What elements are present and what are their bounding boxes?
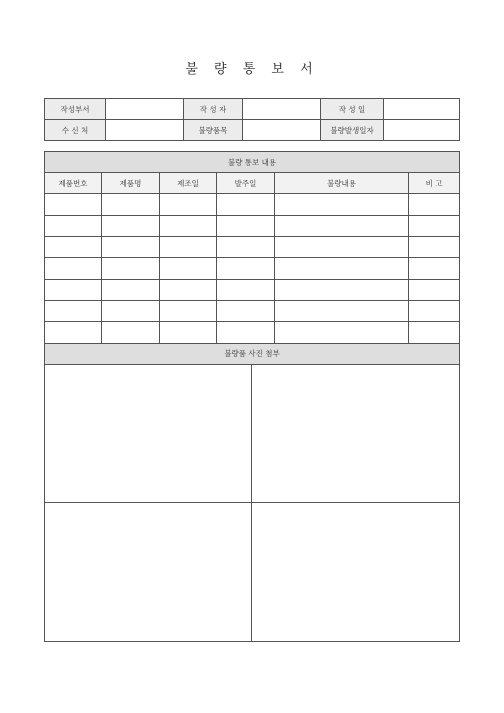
table-cell[interactable] (409, 194, 460, 215)
recipient-field[interactable] (106, 120, 184, 141)
table-cell[interactable] (275, 322, 409, 343)
col-header-product-name: 제품명 (102, 173, 160, 194)
notice-table (44, 151, 460, 642)
table-cell[interactable] (409, 236, 460, 257)
defect-item-label: 불량품목 (184, 120, 243, 141)
table-cell[interactable] (45, 236, 102, 257)
author-dept-field[interactable] (106, 99, 184, 120)
table-cell[interactable] (160, 215, 217, 236)
table-cell[interactable] (217, 258, 275, 279)
table-cell[interactable] (217, 236, 275, 257)
table-cell[interactable] (409, 322, 460, 343)
table-cell[interactable] (160, 301, 217, 322)
table-row (45, 194, 460, 215)
table-row (45, 215, 460, 236)
defect-date-field[interactable] (384, 120, 460, 141)
table-cell[interactable] (217, 279, 275, 300)
table-cell[interactable] (275, 258, 409, 279)
author-dept-label: 작성부서 (45, 99, 106, 120)
table-cell[interactable] (102, 215, 160, 236)
table-cell[interactable] (409, 215, 460, 236)
table-row (45, 236, 460, 257)
photo-section-title: 불량품 사진 첨부 (45, 343, 460, 364)
table-cell[interactable] (160, 322, 217, 343)
table-cell[interactable] (160, 236, 217, 257)
table-cell[interactable] (45, 322, 102, 343)
col-header-defect-detail: 불량내용 (275, 173, 409, 194)
table-row (45, 258, 460, 279)
photo-slot[interactable] (252, 503, 460, 642)
table-cell[interactable] (102, 301, 160, 322)
author-field[interactable] (243, 99, 321, 120)
table-cell[interactable] (160, 258, 217, 279)
table-cell[interactable] (409, 258, 460, 279)
table-cell[interactable] (45, 194, 102, 215)
table-cell[interactable] (275, 279, 409, 300)
col-header-remarks: 비 고 (409, 173, 460, 194)
col-header-mfg-date: 제조일 (160, 173, 217, 194)
photo-slot[interactable] (252, 364, 460, 503)
notice-section-title: 불량 통보 내용 (45, 152, 460, 173)
date-label: 작 성 일 (321, 99, 384, 120)
date-field[interactable] (384, 99, 460, 120)
table-cell[interactable] (275, 194, 409, 215)
table-cell[interactable] (217, 322, 275, 343)
recipient-label: 수 신 처 (45, 120, 106, 141)
table-cell[interactable] (45, 258, 102, 279)
table-cell[interactable] (275, 236, 409, 257)
info-table (44, 98, 460, 141)
table-cell[interactable] (409, 301, 460, 322)
notice-header-row (45, 173, 460, 194)
document-title: 불 량 통 보 서 (185, 62, 319, 77)
table-cell[interactable] (160, 279, 217, 300)
table-cell[interactable] (275, 215, 409, 236)
table-cell[interactable] (102, 194, 160, 215)
table-cell[interactable] (217, 215, 275, 236)
table-cell[interactable] (102, 279, 160, 300)
defect-item-field[interactable] (243, 120, 321, 141)
table-cell[interactable] (102, 236, 160, 257)
table-cell[interactable] (45, 301, 102, 322)
photo-slot[interactable] (45, 364, 252, 503)
col-header-order-date: 발주일 (217, 173, 275, 194)
table-cell[interactable] (217, 301, 275, 322)
author-label: 작 성 자 (184, 99, 243, 120)
photo-slot[interactable] (45, 503, 252, 642)
table-cell[interactable] (409, 279, 460, 300)
table-row (45, 279, 460, 300)
table-cell[interactable] (45, 215, 102, 236)
table-cell[interactable] (102, 258, 160, 279)
table-row (45, 301, 460, 322)
table-cell[interactable] (160, 194, 217, 215)
table-cell[interactable] (217, 194, 275, 215)
table-cell[interactable] (102, 322, 160, 343)
table-cell[interactable] (275, 301, 409, 322)
col-header-product-no: 제품번호 (45, 173, 102, 194)
table-cell[interactable] (45, 279, 102, 300)
defect-date-label: 불량발생일자 (321, 120, 384, 141)
table-row (45, 322, 460, 343)
